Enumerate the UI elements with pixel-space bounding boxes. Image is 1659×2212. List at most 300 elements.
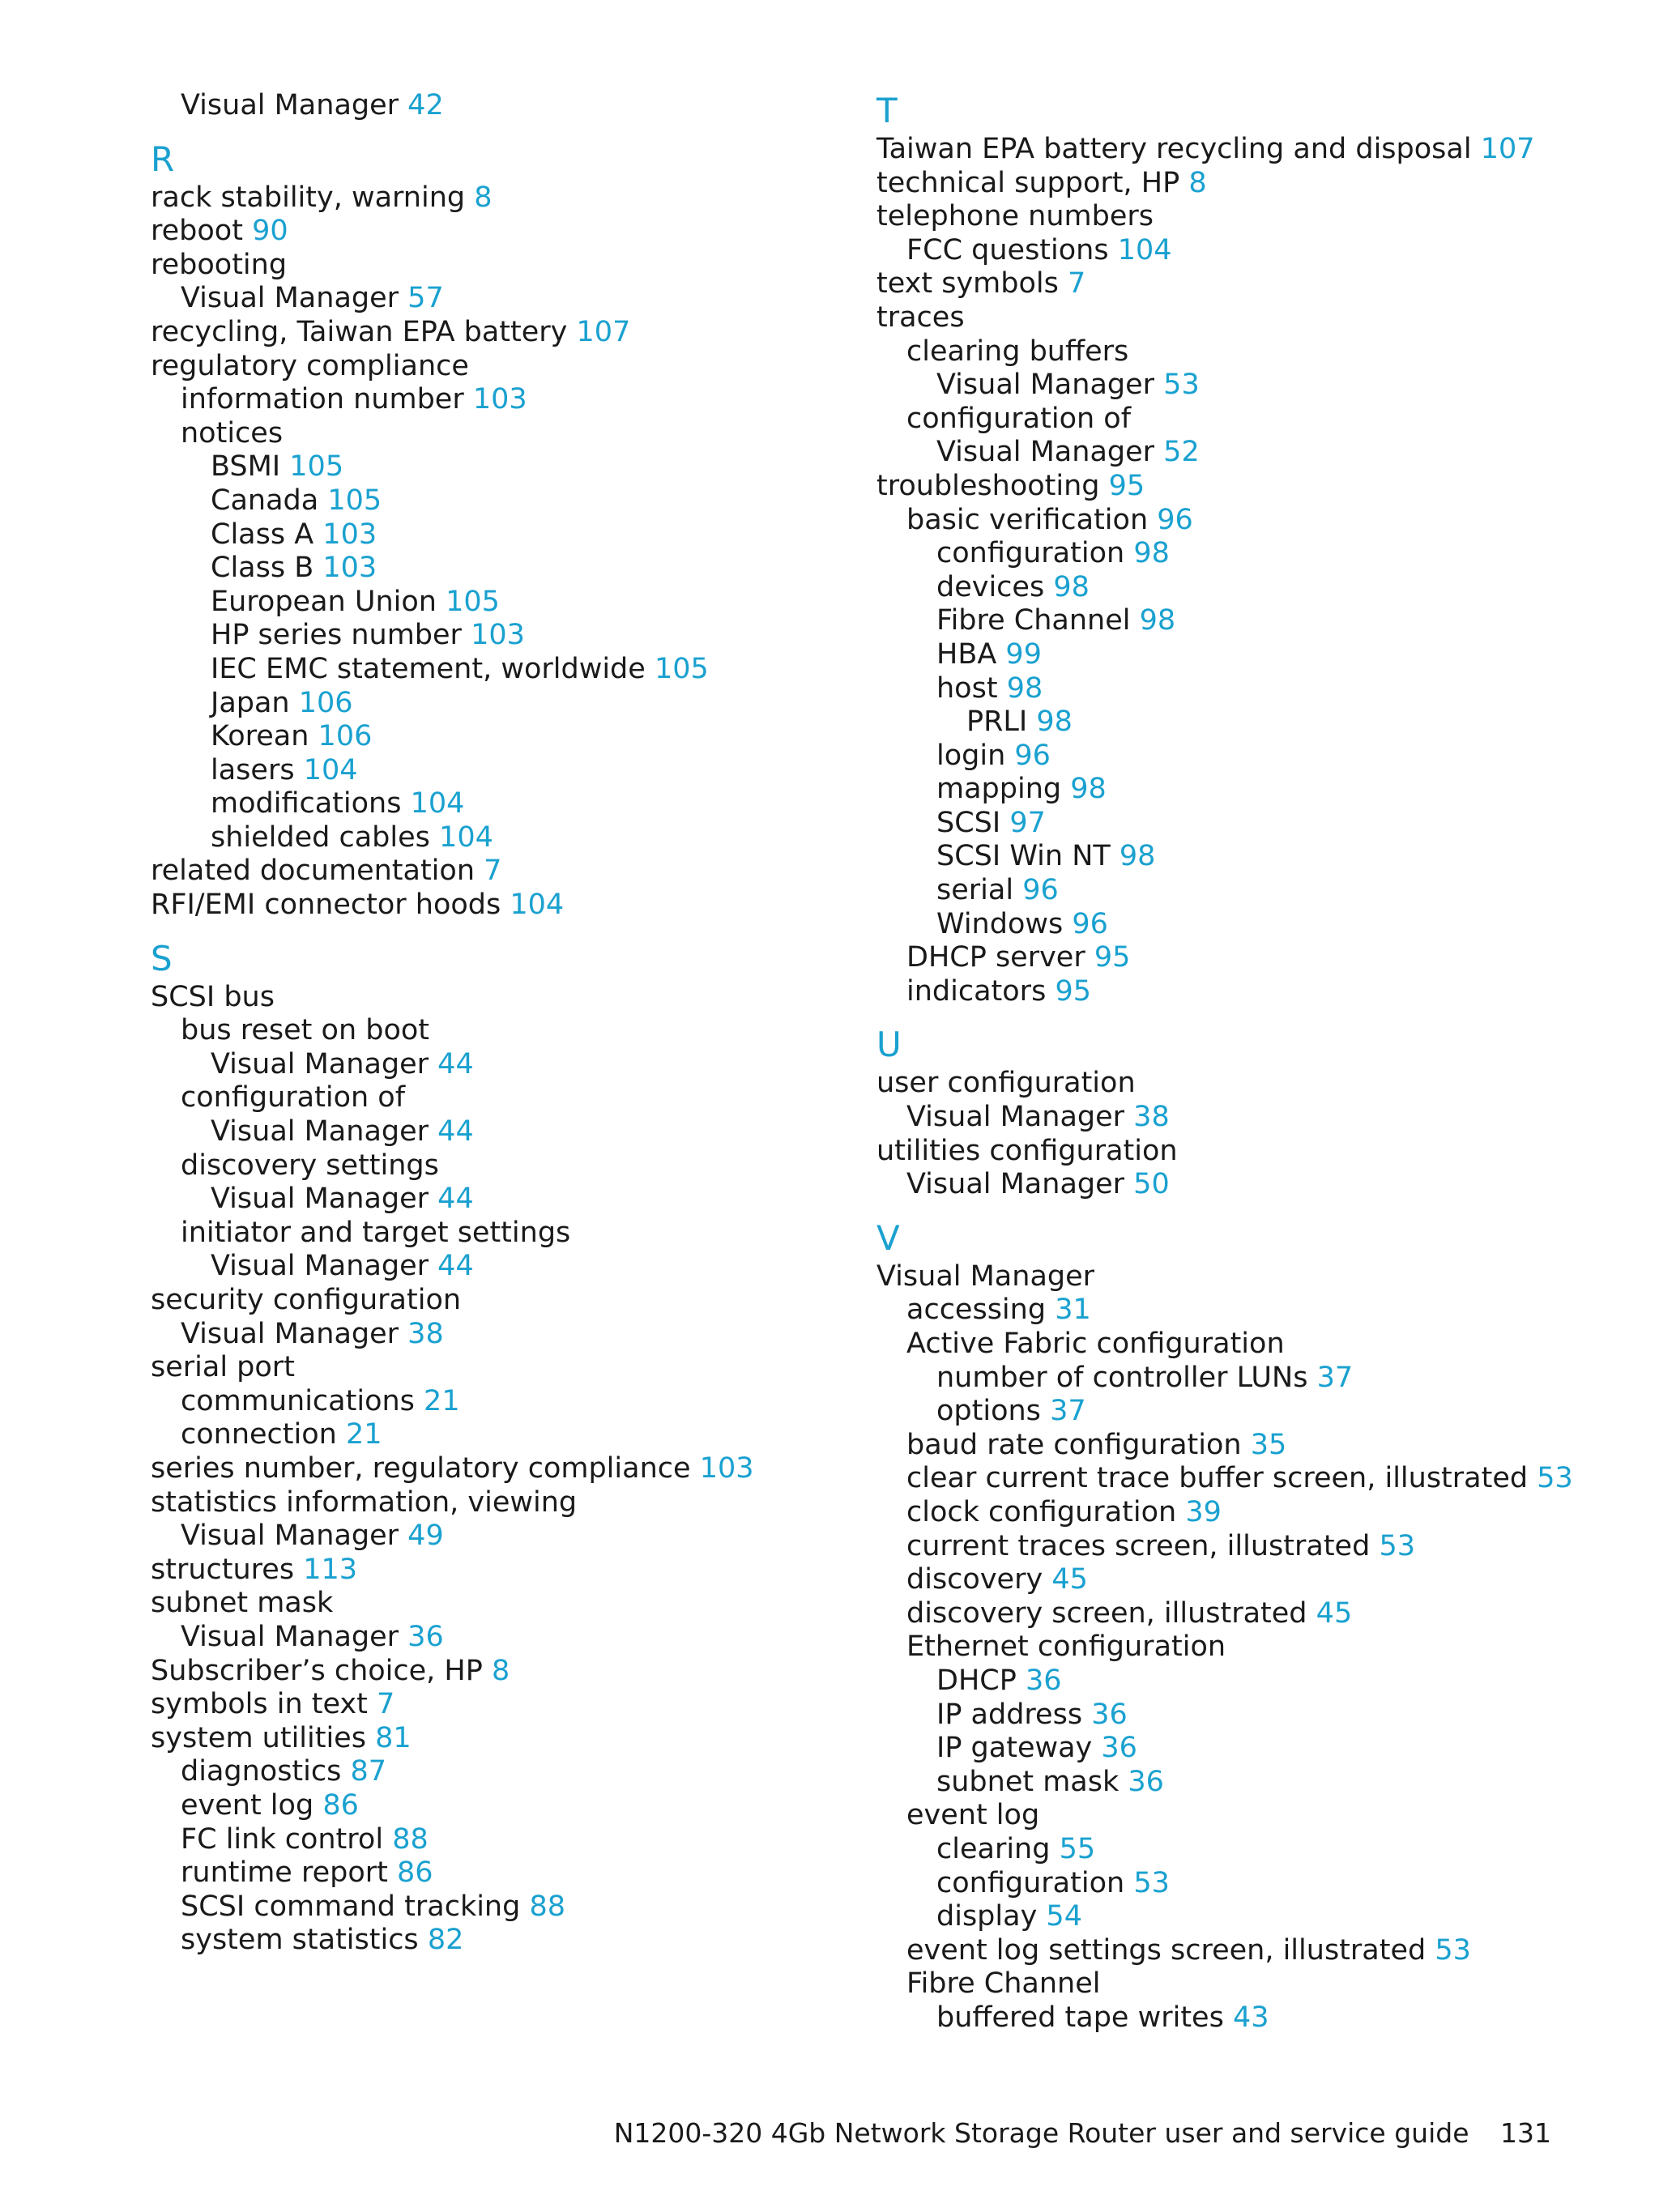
index-entry bbox=[876, 705, 1606, 739]
index-term: European Union bbox=[211, 585, 437, 618]
page-link[interactable]: 7 bbox=[484, 855, 502, 888]
page-link[interactable]: 52 bbox=[1163, 436, 1200, 469]
page-link[interactable]: 7 bbox=[1067, 267, 1086, 300]
page-link[interactable]: 31 bbox=[1055, 1294, 1091, 1327]
index-term: accessing bbox=[906, 1294, 1047, 1327]
index-term: host bbox=[936, 671, 998, 705]
index-entry bbox=[151, 1217, 815, 1251]
page-link[interactable]: 21 bbox=[424, 1384, 460, 1417]
index-term: system utilities bbox=[151, 1721, 366, 1754]
page-link[interactable]: 35 bbox=[1250, 1428, 1287, 1461]
index-term: Canada bbox=[211, 484, 319, 517]
page-footer bbox=[614, 2117, 1551, 2149]
page-link[interactable]: 36 bbox=[407, 1620, 444, 1653]
index-term: mapping bbox=[936, 773, 1062, 806]
index-term: serial bbox=[936, 874, 1014, 907]
index-term: event log bbox=[181, 1788, 314, 1822]
index-term: Fibre Channel bbox=[906, 1967, 1101, 2001]
index-term: Visual Manager bbox=[181, 1519, 399, 1553]
index-term: DHCP server bbox=[906, 941, 1085, 974]
page-link[interactable]: 105 bbox=[446, 585, 500, 618]
index-term: Taiwan EPA battery recycling and disposal bbox=[876, 133, 1472, 165]
index-term: configuration bbox=[936, 1866, 1125, 1899]
page-link[interactable]: 103 bbox=[471, 619, 525, 652]
page-link[interactable]: 105 bbox=[654, 652, 709, 685]
index-term: clearing buffers bbox=[906, 335, 1129, 368]
page-link[interactable]: 37 bbox=[1316, 1361, 1354, 1394]
page-link[interactable]: 53 bbox=[1537, 1462, 1573, 1495]
page-link[interactable]: 104 bbox=[439, 820, 493, 854]
page-link[interactable]: 95 bbox=[1108, 469, 1145, 502]
index-entry bbox=[151, 981, 815, 1015]
index-entry bbox=[151, 653, 815, 687]
index-entry bbox=[876, 1732, 1606, 1766]
index-term: rebooting bbox=[151, 248, 288, 281]
index-entry bbox=[876, 773, 1606, 807]
index-entry bbox=[151, 417, 815, 451]
index-entry bbox=[876, 1260, 1606, 1294]
index-entry bbox=[151, 383, 815, 417]
index-term: initiator and target settings bbox=[181, 1216, 571, 1249]
index-entry bbox=[876, 739, 1606, 774]
index-term: Ethernet configuration bbox=[906, 1630, 1226, 1664]
index-term: Korean bbox=[211, 720, 309, 753]
page-link[interactable]: 88 bbox=[392, 1822, 429, 1856]
page-link[interactable]: 99 bbox=[1005, 637, 1042, 671]
index-entry bbox=[151, 1183, 815, 1217]
page-link[interactable]: 7 bbox=[377, 1688, 395, 1721]
page-link[interactable]: 44 bbox=[437, 1115, 474, 1149]
page-link[interactable]: 50 bbox=[1133, 1168, 1170, 1201]
index-entry bbox=[876, 1698, 1606, 1733]
index-term: statistics information, viewing bbox=[151, 1485, 578, 1519]
index-entry bbox=[151, 249, 815, 283]
index-term: HBA bbox=[936, 637, 997, 671]
index-term: HP series number bbox=[211, 619, 462, 652]
index-term: Visual Manager bbox=[876, 1259, 1095, 1293]
page-link[interactable]: 104 bbox=[510, 889, 565, 922]
index-entry bbox=[876, 369, 1606, 403]
page-link[interactable]: 97 bbox=[1009, 806, 1046, 839]
index-term: Active Fabric configuration bbox=[906, 1328, 1285, 1360]
index-entry bbox=[151, 754, 815, 788]
page-link[interactable]: 103 bbox=[472, 383, 527, 416]
index-entry bbox=[151, 350, 815, 384]
index-term: FCC questions bbox=[906, 233, 1109, 266]
index-entry bbox=[151, 181, 815, 215]
index-entry bbox=[151, 484, 815, 518]
index-entry bbox=[151, 787, 815, 821]
index-term: devices bbox=[936, 570, 1045, 603]
index-entry bbox=[151, 1250, 815, 1284]
page-link[interactable]: 96 bbox=[1022, 874, 1059, 907]
page-link[interactable]: 49 bbox=[407, 1519, 444, 1553]
page-link[interactable]: 53 bbox=[1133, 1866, 1170, 1899]
index-term: Fibre Channel bbox=[936, 604, 1131, 637]
index-entry bbox=[876, 1135, 1606, 1169]
index-entry bbox=[876, 941, 1606, 975]
index-term: event log settings screen, illustrated bbox=[906, 1933, 1427, 1967]
page-link[interactable]: 55 bbox=[1059, 1832, 1096, 1865]
index-entry bbox=[151, 1048, 815, 1082]
page-link[interactable]: 98 bbox=[1070, 773, 1107, 806]
index-entry bbox=[151, 1351, 815, 1385]
index-entry bbox=[876, 1496, 1606, 1530]
index-entry bbox=[876, 840, 1606, 874]
index-term: modifications bbox=[211, 787, 402, 820]
index-entry bbox=[876, 1067, 1606, 1101]
footer-page-number: 131 bbox=[1500, 2117, 1551, 2149]
index-entry bbox=[876, 403, 1606, 437]
index-entry bbox=[151, 1452, 815, 1486]
page-link[interactable]: 45 bbox=[1051, 1563, 1088, 1596]
index-term: event log bbox=[906, 1799, 1040, 1832]
index-term: shielded cables bbox=[211, 820, 430, 854]
index-term: login bbox=[936, 739, 1006, 772]
index-term: Visual Manager bbox=[181, 282, 399, 315]
index-term: system statistics bbox=[181, 1924, 419, 1957]
page-link[interactable]: 44 bbox=[437, 1250, 474, 1283]
index-term: technical support, HP bbox=[876, 166, 1180, 199]
index-entry bbox=[151, 1924, 815, 1958]
index-term: baud rate configuration bbox=[906, 1428, 1242, 1461]
index-column-left bbox=[151, 89, 815, 1958]
index-term: Visual Manager bbox=[936, 436, 1155, 469]
page-link[interactable]: 106 bbox=[318, 720, 373, 753]
index-entry bbox=[151, 889, 815, 923]
page-link[interactable]: 96 bbox=[1157, 503, 1193, 536]
page-link[interactable]: 104 bbox=[1117, 233, 1172, 266]
index-entry bbox=[151, 1722, 815, 1756]
page-link[interactable]: 38 bbox=[407, 1317, 444, 1350]
page-link[interactable]: 95 bbox=[1055, 974, 1091, 1008]
index-term: traces bbox=[876, 300, 965, 334]
index-term: lasers bbox=[211, 753, 295, 786]
index-entry bbox=[151, 1115, 815, 1149]
index-entry bbox=[876, 1900, 1606, 1934]
index-term: telephone numbers bbox=[876, 200, 1154, 233]
page-link[interactable]: 98 bbox=[1053, 570, 1090, 603]
index-entry bbox=[151, 1554, 815, 1588]
index-entry bbox=[151, 89, 815, 123]
index-entry bbox=[151, 687, 815, 721]
page-link[interactable]: 105 bbox=[289, 450, 344, 484]
index-term: notices bbox=[181, 416, 284, 450]
index-entry bbox=[151, 1823, 815, 1857]
page-link[interactable]: 103 bbox=[322, 518, 377, 551]
page-link[interactable]: 45 bbox=[1316, 1596, 1353, 1630]
index-term: text symbols bbox=[876, 267, 1059, 300]
index-term: SCSI Win NT bbox=[936, 840, 1111, 873]
page-link[interactable]: 95 bbox=[1094, 941, 1131, 974]
index-entry bbox=[876, 1833, 1606, 1867]
index-entry bbox=[151, 619, 815, 653]
page-link[interactable]: 53 bbox=[1379, 1529, 1415, 1562]
page-link[interactable]: 98 bbox=[1119, 840, 1156, 873]
page-link[interactable]: 103 bbox=[322, 552, 377, 585]
index-entry bbox=[151, 1789, 815, 1823]
index-term: Class B bbox=[211, 552, 314, 585]
index-entry bbox=[151, 316, 815, 350]
index-term: Visual Manager bbox=[181, 1317, 399, 1350]
page-link[interactable]: 104 bbox=[303, 753, 358, 786]
index-term: BSMI bbox=[211, 450, 281, 484]
index-entry bbox=[151, 1081, 815, 1115]
page-link[interactable]: 103 bbox=[699, 1451, 754, 1485]
index-term: clear current trace buffer screen, illustrated bbox=[906, 1462, 1529, 1495]
page-link[interactable]: 90 bbox=[252, 215, 288, 248]
index-term: SCSI bbox=[936, 806, 1001, 839]
index-term: bus reset on boot bbox=[181, 1014, 430, 1047]
index-term: recycling, Taiwan EPA battery bbox=[151, 315, 568, 348]
index-entry bbox=[151, 1318, 815, 1352]
index-entry bbox=[151, 855, 815, 889]
index-entry bbox=[151, 552, 815, 586]
page-link[interactable]: 43 bbox=[1232, 2001, 1269, 2034]
index-term: connection bbox=[181, 1418, 337, 1451]
index-term: rack stability, warning bbox=[151, 181, 466, 214]
index-entry bbox=[876, 200, 1606, 234]
page-link[interactable]: 8 bbox=[1188, 166, 1207, 199]
index-entry bbox=[876, 1934, 1606, 1968]
index-term: SCSI bus bbox=[151, 980, 275, 1013]
page-link[interactable]: 113 bbox=[303, 1553, 358, 1586]
page-link[interactable]: 96 bbox=[1072, 907, 1108, 940]
index-entry bbox=[876, 133, 1606, 167]
index-term: IP gateway bbox=[936, 1732, 1093, 1765]
index-term: symbols in text bbox=[151, 1688, 368, 1721]
index-entry bbox=[151, 450, 815, 484]
page-link[interactable]: 36 bbox=[1101, 1732, 1137, 1765]
index-term: number of controller LUNs bbox=[936, 1361, 1308, 1394]
index-term: indicators bbox=[906, 974, 1047, 1008]
page-link[interactable]: 86 bbox=[397, 1856, 433, 1890]
page-link[interactable]: 106 bbox=[298, 686, 353, 719]
index-entry bbox=[151, 586, 815, 620]
page-link[interactable]: 37 bbox=[1050, 1395, 1086, 1428]
index-term: current traces screen, illustrated bbox=[906, 1529, 1371, 1562]
index-entry bbox=[876, 1799, 1606, 1833]
index-entry bbox=[876, 1664, 1606, 1698]
index-entry bbox=[876, 638, 1606, 672]
page-link[interactable]: 36 bbox=[1025, 1664, 1062, 1697]
page-link[interactable]: 8 bbox=[492, 1654, 510, 1687]
index-entry bbox=[876, 1395, 1606, 1429]
index-entry bbox=[151, 1587, 815, 1621]
index-term: series number, regulatory compliance bbox=[151, 1451, 691, 1485]
page-link[interactable]: 57 bbox=[407, 282, 444, 315]
index-entry bbox=[151, 1418, 815, 1452]
index-term: Visual Manager bbox=[181, 89, 399, 121]
index-entry bbox=[876, 234, 1606, 268]
index-entry bbox=[876, 807, 1606, 841]
index-entry bbox=[151, 821, 815, 855]
index-term: regulatory compliance bbox=[151, 349, 469, 382]
index-term: security configuration bbox=[151, 1284, 462, 1316]
index-term: options bbox=[936, 1395, 1041, 1428]
index-entry bbox=[151, 720, 815, 754]
index-term: configuration bbox=[936, 537, 1125, 570]
index-entry bbox=[876, 1294, 1606, 1328]
index-term: RFI/EMI connector hoods bbox=[151, 889, 501, 922]
index-term: Visual Manager bbox=[211, 1250, 429, 1283]
index-entry bbox=[876, 1867, 1606, 1901]
index-entry bbox=[876, 1597, 1606, 1631]
index-term: Windows bbox=[936, 907, 1064, 940]
index-entry bbox=[151, 1856, 815, 1890]
index-entry bbox=[876, 908, 1606, 942]
index-entry bbox=[151, 1519, 815, 1554]
index-term: configuration of bbox=[181, 1081, 406, 1115]
page-link[interactable]: 8 bbox=[474, 181, 493, 214]
index-term: clock configuration bbox=[906, 1495, 1177, 1528]
index-term: serial port bbox=[151, 1351, 295, 1384]
index-term: Visual Manager bbox=[906, 1101, 1125, 1134]
index-entry bbox=[151, 1688, 815, 1722]
index-entry bbox=[876, 1168, 1606, 1202]
index-entry bbox=[876, 335, 1606, 369]
index-term: Visual Manager bbox=[211, 1115, 429, 1149]
index-entry bbox=[151, 1486, 815, 1520]
index-term: IEC EMC statement, worldwide bbox=[211, 652, 646, 685]
index-entry bbox=[151, 1014, 815, 1048]
index-term: clearing bbox=[936, 1832, 1051, 1865]
section-letter-r: R bbox=[151, 139, 175, 179]
page-link[interactable]: 98 bbox=[1006, 671, 1043, 705]
index-entry bbox=[876, 1530, 1606, 1564]
index-term: diagnostics bbox=[181, 1755, 342, 1788]
index-term: Japan bbox=[211, 686, 290, 719]
page-link[interactable]: 86 bbox=[322, 1788, 359, 1822]
index-term: communications bbox=[181, 1384, 415, 1417]
page-link[interactable]: 36 bbox=[1128, 1765, 1164, 1798]
index-term: PRLI bbox=[966, 705, 1028, 739]
index-term: Visual Manager bbox=[936, 369, 1155, 402]
index-term: DHCP bbox=[936, 1664, 1017, 1697]
index-term: utilities configuration bbox=[876, 1134, 1178, 1167]
index-column-right bbox=[876, 89, 1606, 2035]
index-entry bbox=[151, 1755, 815, 1789]
index-term: Subscriber’s choice, HP bbox=[151, 1654, 483, 1687]
section-letter-t: T bbox=[876, 91, 898, 130]
page-link[interactable]: 104 bbox=[410, 787, 465, 820]
index-entry bbox=[876, 1766, 1606, 1800]
page-link[interactable]: 96 bbox=[1014, 739, 1051, 772]
index-term: IP address bbox=[936, 1698, 1083, 1731]
index-term: troubleshooting bbox=[876, 469, 1100, 502]
index-entry bbox=[151, 1149, 815, 1183]
index-entry bbox=[876, 975, 1606, 1009]
index-entry bbox=[151, 1655, 815, 1689]
index-entry bbox=[876, 1328, 1606, 1362]
page-link[interactable]: 107 bbox=[576, 315, 631, 348]
index-entry bbox=[876, 1462, 1606, 1496]
index-entry bbox=[876, 1630, 1606, 1664]
page-link[interactable]: 98 bbox=[1139, 604, 1176, 637]
index-term: discovery settings bbox=[181, 1149, 439, 1182]
index-term: discovery bbox=[906, 1563, 1043, 1596]
index-term: Visual Manager bbox=[181, 1620, 399, 1653]
index-term: subnet mask bbox=[151, 1587, 334, 1620]
page-link[interactable]: 53 bbox=[1163, 369, 1200, 402]
page-link[interactable]: 98 bbox=[1036, 705, 1073, 739]
page-link[interactable]: 39 bbox=[1185, 1495, 1222, 1528]
index-term: discovery screen, illustrated bbox=[906, 1596, 1307, 1630]
index-term: Visual Manager bbox=[906, 1168, 1125, 1201]
page-link[interactable]: 44 bbox=[437, 1047, 474, 1080]
index-term: structures bbox=[151, 1553, 295, 1586]
section-letter-v: V bbox=[876, 1217, 900, 1258]
index-entry bbox=[876, 604, 1606, 638]
index-entry bbox=[151, 518, 815, 552]
page-link[interactable]: 81 bbox=[375, 1721, 412, 1754]
page-link[interactable]: 87 bbox=[350, 1755, 387, 1788]
page-link[interactable]: 88 bbox=[529, 1890, 566, 1923]
page-link[interactable]: 53 bbox=[1435, 1933, 1471, 1967]
page-link[interactable]: 54 bbox=[1046, 1900, 1082, 1933]
index-term: reboot bbox=[151, 215, 243, 248]
index-entry bbox=[876, 1362, 1606, 1396]
index-term: Visual Manager bbox=[211, 1047, 429, 1080]
index-term: runtime report bbox=[181, 1856, 388, 1890]
page-link[interactable]: 82 bbox=[427, 1924, 464, 1957]
page-link[interactable]: 42 bbox=[407, 89, 444, 121]
index-entry bbox=[151, 1284, 815, 1318]
page-link[interactable]: 38 bbox=[1133, 1101, 1170, 1134]
index-term: Visual Manager bbox=[211, 1183, 429, 1216]
index-entry bbox=[876, 1563, 1606, 1597]
index-entry bbox=[876, 571, 1606, 605]
index-entry bbox=[876, 1429, 1606, 1463]
index-term: SCSI command tracking bbox=[181, 1890, 521, 1923]
page-link[interactable]: 105 bbox=[327, 484, 382, 517]
page-link[interactable]: 36 bbox=[1091, 1698, 1128, 1731]
index-entry bbox=[151, 282, 815, 316]
index-entry bbox=[876, 167, 1606, 201]
page-link[interactable]: 107 bbox=[1480, 133, 1535, 165]
index-term: information number bbox=[181, 383, 464, 416]
index-term: related documentation bbox=[151, 855, 476, 888]
index-term: basic verification bbox=[906, 503, 1149, 536]
index-term: user configuration bbox=[876, 1067, 1136, 1100]
footer-title: N1200-320 4Gb Network Storage Router user and service guide bbox=[613, 2117, 1469, 2149]
index-entry bbox=[876, 504, 1606, 538]
page-link[interactable]: 44 bbox=[437, 1183, 474, 1216]
index-entry bbox=[876, 874, 1606, 908]
index-term: subnet mask bbox=[936, 1765, 1120, 1798]
index-entry bbox=[151, 1890, 815, 1924]
page-link[interactable]: 98 bbox=[1133, 537, 1170, 570]
index-term: configuration of bbox=[906, 402, 1132, 435]
index-entry bbox=[151, 1385, 815, 1419]
index-term: FC link control bbox=[181, 1822, 384, 1856]
index-term: buffered tape writes bbox=[936, 2001, 1224, 2034]
index-entry bbox=[876, 2001, 1606, 2035]
index-entry bbox=[876, 1101, 1606, 1135]
index-entry bbox=[876, 672, 1606, 706]
index-entry bbox=[876, 537, 1606, 571]
index-entry bbox=[876, 470, 1606, 504]
index-entry bbox=[876, 436, 1606, 470]
index-entry bbox=[876, 301, 1606, 335]
index-term: display bbox=[936, 1900, 1038, 1933]
index-entry bbox=[876, 1967, 1606, 2001]
index-entry bbox=[876, 267, 1606, 301]
section-letter-u: U bbox=[876, 1025, 902, 1065]
index-entry bbox=[151, 215, 815, 249]
page-link[interactable]: 21 bbox=[345, 1418, 382, 1451]
index-term: Class A bbox=[211, 518, 314, 551]
